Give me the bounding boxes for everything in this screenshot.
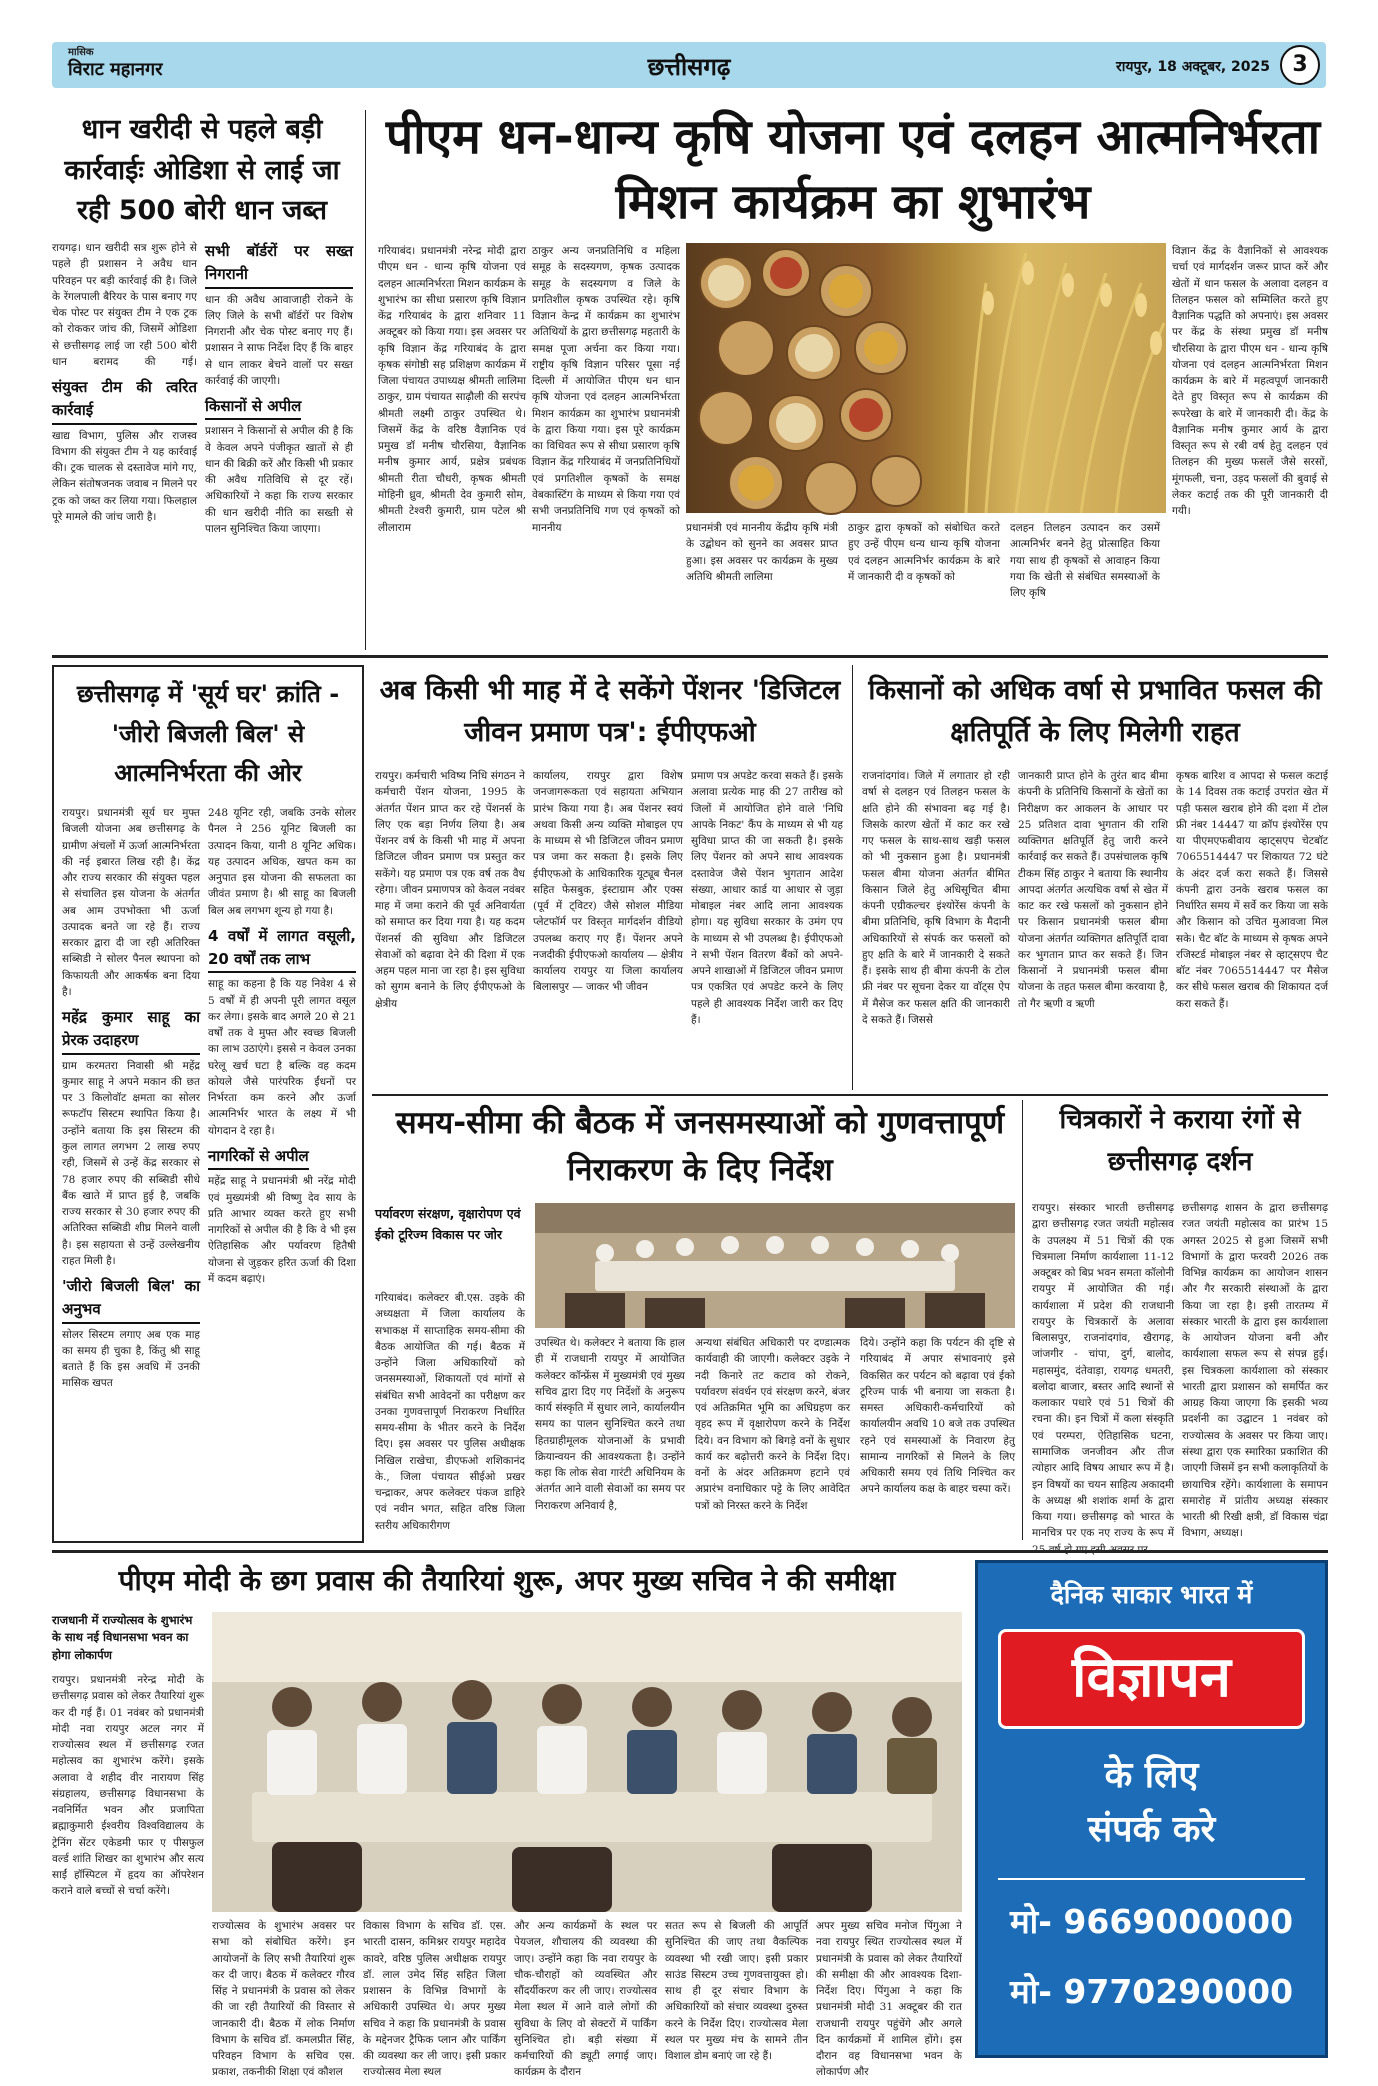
dhan-para-2: धान की अवैध आवाजाही रोकने के लिए जिले के सभी बॉर्डरों पर विशेष निगरानी और चेक पोस्ट बनाए गए हैं। प्रशासन ने साफ निर्देश दिए हैं कि बाहर से धान लाकर बेचने वालों पर सख्त कार्रवाई की जाएगी। bbox=[205, 293, 353, 387]
surya-subhead-1: महेंद्र कुमार साहू का प्रेरक उदाहरण bbox=[62, 1006, 200, 1055]
section-divider bbox=[52, 1550, 1328, 1553]
surya-subhead-4: नागरिकों से अपील bbox=[208, 1145, 309, 1170]
surya-para-1: रायपुर। प्रधानमंत्री सूर्य घर मुफ्त बिजली योजना अब छत्तीसगढ़ के ग्रामीण अंचलों में ऊर्जा आत्मनिर्भरता की नई इबारत लिख रही है। केंद्र और राज्य सरकार की संयुक्त पहल से संचालित इस योजना के अंतर्गत अब आम उपभोक्ता भी ऊर्जा उत्पादक बनते जा रहे हैं। राज्य सरकार द्वारा दी जा रही अतिरिक्त सब्सिडी ने सोलर पैनल स्थापना को किफायती और आकर्षक बना दिया है। bbox=[62, 807, 200, 998]
pension-column-1: रायपुर। कर्मचारी भविष्य निधि संगठन ने कर्मचारी पेंशन योजना, 1995 के अंतर्गत पेंशन प्राप्त कर रहे पेंशनर्स के लिए एक बड़ा निर्णय लिया है। अब पेंशनर वर्ष के किसी भी माह में अपना डिजिटल जीवन प्रमाण पत्र प्रस्तुत कर सकेंगे। यह प्रमाण पत्र एक वर्ष तक वैध रहेगा। जीवन प्रमाणपत्र को केवल नवंबर माह में जमा कराने की पूर्व अनिवार्यता को समाप्त कर दिया गया है। यह कदम पेंशनर्स की सुविधा और डिजिटल सेवाओं को बढ़ावा देने की दिशा में एक अहम पहल माना जा रहा है। इस सुविधा को सुगम बनाने के लिए ईपीएफओ के क्षेत्रीय bbox=[375, 770, 525, 1010]
kisan-column-3: कृषक बारिश व आपदा से फसल कटाई के 14 दिवस तक कटाई उपरांत खेत में पड़ी फसल खराब होने की दशा में टोल फ्री नंबर 14447 या क्रॉप इंश्योरेंस एप या पीएमएफबीवाय व्हाट्सएप चेटबॉट 7065514447 पर शिकायत 72 घंटे के अंदर दर्ज करा सकते हैं। जिससे कंपनी द्वारा उनके खराब फसल का निर्धारित समय में सर्वे कर किया जा सके और किसान को उचित मुआवजा मिल सके। चैट बॉट के माध्यम से कृषक अपने रजिस्टर्ड मोबाइल नंबर से व्हाट्सएप चैट बॉट नंबर 7065514447 पर मैसेज कर सीधे फसल खराब की शिकायत दर्ज करा सकते हैं। bbox=[1176, 770, 1328, 1010]
krishi-column-3: प्रधानमंत्री एवं माननीय केंद्रीय कृषि मंत्री के उद्बोधन को सुनने का अवसर प्राप्त हुआ। इस अवसर पर कार्यक्रम के मुख्य अतिथि श्रीमती लालिमा bbox=[686, 522, 838, 583]
masthead bbox=[52, 42, 1326, 88]
pension-headline: अब किसी भी माह में दे सकेंगे पेंशनर 'डिजिटल जीवन प्रमाण पत्र': ईपीएफओ bbox=[379, 675, 841, 748]
pravas-column-4: और अन्य कार्यक्रमों के स्थल पर पेयजल, शौचालय की व्यवस्था की जाए। उन्होंने कहा कि नवा रायपुर के चौक-चौराहों को व्यवस्थित और सौंदर्यीकरण कर ली जाए। राज्योत्सव मेला स्थल में आने वाले लोगों की सुविधा के लिए वो सेक्टरों में पार्किंग सुनिश्चित हो। बड़ी संख्या में कर्मचारियों की ड्यूटी लगाई जाए। कार्यक्रम के दौरान bbox=[514, 1920, 657, 2079]
ad-phone-1: मो- 9669000000 bbox=[1009, 1902, 1294, 1941]
dhan-column-1 bbox=[52, 240, 197, 650]
samay-seema-headline: समय-सीमा की बैठक में जनसमस्याओं को गुणवत्तापूर्ण निराकरण के दिए निर्देश bbox=[395, 1105, 1005, 1188]
chitrakar-headline: चित्रकारों ने कराया रंगों से छत्तीसगढ़ दर्शन bbox=[1059, 1105, 1301, 1177]
surya-para-1b: ग्राम करमतरा निवासी श्री महेंद्र कुमार साहू ने अपने मकान की छत पर 3 किलोवॉट क्षमता का सोलर रूफटॉप सिस्टम स्थापित किया है। उन्होंने बताया कि इस सिस्टम की कुल लागत लगभग 2 लाख रुपए रही, जिसमें से उन्हें केंद्र सरकार से 78 हजार रुपए की सब्सिडी सीधे बैंक खाते में प्राप्त हुई है, जबकि राज्य सरकार से 30 हजार रुपए की अतिरिक्त सब्सिडी शीघ्र मिलने वाली है। इस सहायता से उन्हें उल्लेखनीय राहत मिली है। bbox=[62, 1059, 200, 1267]
surya-subhead-2: 'जीरो बिजली बिल' का अनुभव bbox=[62, 1275, 200, 1324]
column-divider bbox=[1022, 1100, 1023, 1540]
meeting-illustration bbox=[535, 1203, 1015, 1328]
krishi-column-4: ठाकुर द्वारा कृषकों को संबोधित करते हुए उन्हें पीएम धन्य धान्य कृषि योजना एवं दलहन आत्मनिर्भर कार्यक्रम के बारे में जानकारी दी व कृषकों को bbox=[848, 522, 1000, 583]
review-meeting-illustration bbox=[212, 1612, 962, 1912]
surya-column-1 bbox=[62, 805, 200, 1537]
samay-column-1: गरियाबंद। कलेक्टर बी.एस. उइके की अध्यक्षता में जिला कार्यालय के सभाकक्ष में साप्ताहिक समय-सीमा की बैठक आयोजित की गई। बैठक में उन्होंने जिला अधिकारियों को जनसमस्याओं, शिकायतों एवं मांगों से संबंधित सभी आवेदनों का परीक्षण कर उनका गुणवत्तापूर्ण निराकरण निर्धारित समय-सीमा के भीतर करने के निर्देश दिए। इस अवसर पर पुलिस अधीक्षक निखिल राखेचा, डीएफओ शशिकानंद के., जिला पंचायत सीईओ प्रखर चन्द्राकर, अपर कलेक्टर पंकज डाहिरे एवं नवीन भगत, सहित वरिष्ठ जिला स्तरीय अधिकारीगण bbox=[375, 1292, 525, 1532]
krishi-column-1: गरियाबंद। प्रधानमंत्री नरेन्द्र मोदी द्वारा पीएम धन - धान्य कृषि योजना एवं दलहन आत्मनिर्भरता मिशन कार्यक्रम के शुभारंभ का सीधा प्रसारण कृषि विज्ञान केंद्र गरियाबंद के द्वारा शनिवार 11 अक्टूबर को किया गया। इस अवसर पर कृषि विज्ञान केंद्र गरियाबंद के द्वारा कृषक संगोष्ठी सह प्रशिक्षण कार्यक्रम में जिला पंचायत उपाध्यक्ष श्रीमती लालिमा ठाकुर, ग्राम पंचायत साढ़ौली की सरपंच श्रीमती लक्ष्मी ठाकुर उपस्थित थे। जिसमें केंद्र के वरिष्ठ वैज्ञानिक एवं प्रमुख डॉ मनीष चौरसिया, वैज्ञानिक मनीष कुमार आर्य, प्रक्षेत्र प्रबंधक श्रीमती रीता चौधरी, कृषक श्रीमती मोहिनी ध्रुव, श्रीमती देव कुमारी सोम, श्रीमती टेश्वरी कुमारी, ग्राम पटेल श्री लीलाराम bbox=[378, 245, 526, 534]
dhan-subhead-1: संयुक्त टीम की त्वरित कार्रवाई bbox=[52, 376, 197, 425]
pravas-kicker: राजधानी में राज्योत्सव के शुभारंभ के साथ नई विधानसभा भवन का होगा लोकार्पण bbox=[52, 1613, 193, 1662]
surya-para-1c: सोलर सिस्टम लगाए अब एक माह का समय ही चुका है, किंतु श्री साहू बताते हैं कि इस अवधि में उनकी मासिक खपत bbox=[62, 1328, 200, 1390]
samay-sidebar-head: पर्यावरण संरक्षण, वृक्षारोपण एवं ईको टूरिज्म विकास पर जोर bbox=[375, 1206, 521, 1243]
frequency-label: मासिक bbox=[68, 47, 94, 58]
advertisement bbox=[975, 1560, 1328, 2058]
kisan-rahat-headline: किसानों को अधिक वर्षा से प्रभावित फसल की क्षतिपूर्ति के लिए मिलेगी राहत bbox=[868, 675, 1322, 748]
section-divider bbox=[52, 655, 1328, 658]
section-divider bbox=[372, 1094, 1328, 1096]
ad-line-3: संपर्क करे bbox=[1087, 1809, 1216, 1850]
grains-paddy-photo bbox=[686, 243, 1166, 513]
page-number: 3 bbox=[1280, 45, 1320, 85]
samay-column-4: दिये। उन्होंने कहा कि पर्यटन की दृष्टि से गरियाबंद में अपार संभावनाएं इसे विकसित कर पर्यटन को बढ़ावा एवं ईको टूरिज्म पार्क भी बनाया जा सकता है। समस्त अधिकारी-कर्मचारियों को कार्यालयीन अवधि 10 बजे तक उपस्थित रहने एवं समस्याओं के निवारण हेतु सामान्य नागरिकों से मिलने के लिए अधिकारी समय एवं तिथि निश्चित कर अपने कार्यालय कक्ष के बाहर चस्पा करें। bbox=[860, 1337, 1015, 1496]
dhan-column-2 bbox=[205, 240, 353, 650]
pension-column-3: प्रमाण पत्र अपडेट करवा सकते हैं। इसके अलावा प्रत्येक माह की 27 तारीख को जिलों में आयोजित होने वाले 'निधि आपके निकट' कैंप के माध्यम से भी यह सुविधा प्राप्त की जा सकती है। इसके लिए पेंशनर को अपने साथ आवश्यक दस्तावेज जैसे पेंशन भुगतान आदेश संख्या, आधार कार्ड या आधार से जुड़ा मोबाइल नंबर आदि लाना आवश्यक होगा। यह सुविधा सरकार के उमंग एप के माध्यम से भी उपलब्ध है। ईपीएफओ ने सभी पेंशन वितरण बैंकों को अपने-अपने शाखाओं में डिजिटल जीवन प्रमाण पत्र एकत्रित एवं अपडेट करने के लिए पहले ही आवश्यक निर्देश जारी कर दिए हैं। bbox=[691, 770, 843, 1026]
kisan-column-2: जानकारी प्राप्त होने के तुरंत बाद बीमा कंपनी के प्रतिनिधि किसानों के खेतों का निरीक्षण कर आकलन के आधार पर 25 प्रतिशत दावा भुगतान की राशि व्यक्तिगत क्षतिपूर्ति हेतु जारी करने कार्रवाई कर सकते हैं। उपसंचालक कृषि टीकम सिंह ठाकुर ने बताया कि स्थानीय आपदा अंतर्गत अत्यधिक वर्षा से खेत में काट कर रखे फसलों को नुकसान होने पर किसान प्रधानमंत्री फसल बीमा योजना अंतर्गत व्यक्तिगत क्षतिपूर्ति दावा कर भुगतान प्राप्त कर सकते हैं। जिन किसानों ने प्रधानमंत्री फसल बीमा योजना के तहत फसल बीमा करवाया है, तो गैर ऋणी व ऋणी bbox=[1018, 770, 1168, 1010]
pravas-column-3: विकास विभाग के सचिव डॉ. एस. भारती दासन, कमिश्नर रायपुर महादेव कावरे, वरिष्ठ पुलिस अधीक्षक रायपुर डॉ. लाल उमेद सिंह सहित जिला प्रशासन के विभिन्न विभागों के अधिकारी उपस्थित थे। अपर मुख्य सचिव ने कहा कि प्रधानमंत्री के प्रवास के मद्देनजर ट्रैफिक प्लान और पार्किंग की व्यवस्था कर ली जाए। इसी प्रकार राज्योत्सव मेला स्थल bbox=[363, 1920, 506, 2079]
dhan-subhead-3: किसानों से अपील bbox=[205, 395, 301, 420]
pravas-column-5: सतत रूप से बिजली की आपूर्ति सुनिश्चित की जाए तथा वैकल्पिक व्यवस्था भी रखी जाए। इसी प्रकार साउंड सिस्टम उच्च गुणवत्तायुक्त हो। साथ ही दूर संचार विभाग के अधिकारियों को संचार व्यवस्था दुरुस्त करने के निर्देश दिए। राज्योत्सव मेला स्थल पर मुख्य मंच के सामने तीन विशाल डोम बनाएं जा रहे हैं। bbox=[665, 1920, 808, 2063]
pravas-para-1: रायपुर। प्रधानमंत्री नरेन्द्र मोदी के छत्तीसगढ़ प्रवास को लेकर तैयारियां शुरू कर दी गई हैं। 01 नवंबर को प्रधानमंत्री मोदी नवा रायपुर अटल नगर में राज्योत्सव स्थल में छत्तीसगढ़ रजत महोत्सव का शुभारंभ करेंगे। इसके अलावा वे शहीद वीर नारायण सिंह संग्रहालय, छत्तीसगढ़ विधानसभा के नवनिर्मित भवन और प्रजापिता ब्रह्माकुमारी ईश्वरीय विश्वविद्यालय के ट्रेनिंग सेंटर एकेडमी फार ए पीसफुल वर्ल्ड शांति शिखर का शुभारंभ और सत्य साईं हॉस्पिटल में हृदय का ऑपरेशन कराने वाले बच्चों से चर्चा करेंगे। bbox=[52, 1674, 204, 1898]
section-title: छत्तीसगढ़ bbox=[647, 53, 731, 81]
dhan-para-3: प्रशासन ने किसानों से अपील की है कि वे केवल अपने पंजीकृत खातों से ही धान की बिक्री करें और किसी भी प्रकार की अवैध गतिविधि से दूर रहें। अधिकारियों ने कहा कि राज्य सरकार की धान खरीदी नीति का सख्ती से पालन सुनिश्चित किया जाएगा। bbox=[205, 425, 353, 535]
surya-ghar-headline: छत्तीसगढ़ में 'सूर्य घर' क्रांति - 'जीरो बिजली बिल' से आत्मनिर्भरता की ओर bbox=[76, 680, 340, 788]
review-meeting-photo bbox=[212, 1612, 962, 1912]
surya-column-2 bbox=[208, 805, 356, 1537]
dhan-intro: रायगढ़। धान खरीदी सत्र शुरू होने से पहले ही प्रशासन ने अवैध धान परिवहन पर बड़ी कार्रवाई की है। जिले के रेंगलपाली बैरियर के पास बनाए गए चेक पोस्ट पर संयुक्त टीम ने एक ट्रक को रोककर जांच की, जिसमें ओडिशा से छत्तीसगढ़ लाई जा रही 500 बोरी धान बरामद की गई। bbox=[52, 242, 197, 368]
ad-phone-2: मो- 9770290000 bbox=[1009, 1972, 1294, 2011]
pravas-para-1b: अपर मुख्य सचिव मनोज पिंगुआ ने नवा रायपुर स्थित राज्योत्सव स्थल में प्रधानमंत्री के प्रवास को लेकर तैयारियों की समीक्षा की और आवश्यक दिशा-निर्देश दिए। पिंगुआ ने कहा कि प्रधानमंत्री मोदी 31 अक्टूबर की रात राजधानी रायपुर पहुंचेंगे और अगले दिन कार्यक्रमों में शामिल होंगे। इस दौरान वह विधानसभा भवन के लोकार्पण और bbox=[816, 1920, 962, 2079]
pension-column-2: कार्यालय, रायपुर द्वारा विशेष जनजागरूकता एवं सहायता अभियान प्रारंभ किया गया है। अब पेंशनर स्वयं अथवा किसी अन्य व्यक्ति मोबाइल एप के माध्यम से भी डिजिटल जीवन प्रमाण पत्र जमा कर सकता है। इसके लिए ईपीएफओ के आधिकारिक यूट्यूब चैनल सहित फेसबुक, इंस्टाग्राम और एक्स (पूर्व में ट्विटर) जैसे सोशल मीडिया प्लेटफॉर्म पर विस्तृत मार्गदर्शन वीडियो उपलब्ध कराए गए हैं। पेंशनर अपने नजदीकी ईपीएफओ कार्यालय — क्षेत्रीय कार्यालय रायपुर या जिला कार्यालय बिलासपुर — जाकर भी जीवन bbox=[533, 770, 683, 994]
pravas-column-1 bbox=[52, 1672, 204, 2057]
kisan-column-1: राजनांदगांव। जिले में लगातार हो रही वर्षा से दलहन एवं तिलहन फसल के क्षति होने की संभावना बढ़ गई है। जिसके कारण खेतों में काट कर रखे गए फसल के साथ-साथ खड़ी फसल को भी नुकसान हुआ है। प्रधानमंत्री फसल बीमा योजना अंतर्गत बीमित किसान जिले हेतु अधिसूचित बीमा कंपनी एग्रीकल्चर इंश्योरेंस कंपनी के बीमा प्रतिनिधि, कृषि विभाग के मैदानी अधिकारियों से संपर्क कर फसलों को हुए क्षति के बारे में जानकारी दे सकते हैं। इसके साथ ही बीमा कंपनी के टोल फ्री नंबर पर सूचना देकर या वॉट्स ऐप में मैसेज कर फसल क्षति की जानकारी दे सकते हैं। जिससे bbox=[862, 770, 1010, 1026]
column-divider bbox=[852, 665, 853, 1090]
surya-para-2c: महेंद्र साहू ने प्रधानमंत्री श्री नरेंद्र मोदी एवं मुख्यमंत्री श्री विष्णु देव साय के प्रति आभार व्यक्त करते हुए सभी नागरिकों से अपील की है कि वे भी इस ऐतिहासिक और पर्यावरण हितैषी योजना से जुड़कर हरित ऊर्जा की दिशा में कदम बढ़ाएं। bbox=[208, 1175, 356, 1285]
krishi-column-5: दलहन तिलहन उत्पादन कर उसमें आत्मनिर्भर बनने हेतु प्रोत्साहित किया गया साथ ही कृषकों से आवाहन किया गया कि खेती से संबंधित समस्याओं के लिए कृषि bbox=[1010, 522, 1160, 600]
krishi-column-2: ठाकुर अन्य जनप्रतिनिधि व महिला समूह के सदस्यगण, कृषक उत्पादक समूह के सदस्यगण व जिले के प्रगतिशील कृषक उपस्थित रहे। कृषि विज्ञान केन्द्र में कार्यक्रम का शुभारंभ अतिथियों के द्वारा छत्तीसगढ़ महतारी के समक्ष पूजा अर्चना कर किया गया। राष्ट्रीय कृषि विज्ञान परिसर पूसा नई दिल्ली में आयोजित पीएम धन धान कृषि योजना एवं दलहन आत्मनिर्भरता मिशन कार्यक्रम का शुभारंभ प्रधानमंत्री के द्वारा किया गया। इस पूरे कार्यक्रम का विधिवत रूप से सीधा प्रसारण कृषि विज्ञान केंद्र गरियाबंद में जनप्रतिनिधियों एवं प्रगतिशील कृषकों के समक्ष वेबकास्टिंग के माध्यम से किया गया एवं सभी जनप्रतिनिधि गण एवं कृषकों को माननीय bbox=[532, 245, 680, 534]
ad-big-word: विज्ञापन bbox=[1072, 1645, 1231, 1710]
samay-column-3: अन्यथा संबंधित अधिकारी पर दण्डात्मक कार्यवाही की जाएगी। कलेक्टर उइके ने नदी किनारे तट कटाव को रोकने, पर्यावरण संवर्धन एवं संरक्षण करने, बंजर एवं अतिक्रमित भूमि का अधिग्रहण कर वृहद रूप में वृक्षारोपण करने के निर्देश दिये। वन विभाग को बिगड़े वनों के सुधार कार्य कर बढ़ोत्तरी करने के निर्देश दिए। वनों के अंदर अतिक्रमण हटाने एवं अप्रारंभ वनाधिकार पट्टे के लिए आवेदित पत्रों को निरस्त करने के निर्देश bbox=[695, 1337, 850, 1512]
chitrakar-column-1: रायपुर। संस्कार भारती छत्तीसगढ़ द्वारा छत्तीसगढ़ रजत जयंती महोत्सव के उपलक्ष्य में 51 चित्रों की एक चित्रमाला निर्माण कार्यशाला 11-12 अक्टूबर को बिप्र भवन समता कॉलोनी रायपुर में आयोजित की गई। कार्यशाला में प्रदेश की राजधानी रायपुर के चित्रकारों के अलावा बिलासपुर, राजनांदगांव, खैरागढ़, जांजगीर - चांपा, दुर्ग, बालोद, महासमुंद, दंतेवाड़ा, रायगढ़ धमतरी, बलोदा बाजार, बस्तर आदि स्थानों से कलाकार पधारे एवं 51 चित्रों की रचना की। इन चित्रों में कला संस्कृति एवं परम्परा, ऐतिहासिक घटना, सामाजिक जनजीवन और तीज त्योहार आदि विषय आधार रूप में है। इन विषयों का चयन साहित्य अकादमी के अध्यक्ष श्री शशांक शर्मा के द्वारा किया गया। छत्तीसगढ़ को भारत के मानचित्र पर एक नए राज्य के रूप में bbox=[1032, 1202, 1174, 1540]
surya-subhead-3: 4 वर्षों में लागत वसूली, 20 वर्षों तक लाभ bbox=[208, 925, 356, 974]
column-divider bbox=[365, 110, 366, 650]
ad-line-1: दैनिक साकार भारत में bbox=[1050, 1580, 1253, 1609]
ad-divider bbox=[998, 1878, 1305, 1880]
pravas-column-2: राज्योत्सव के शुभारंभ अवसर पर सभा को संबोधित करेंगे। इन आयोजनों के लिए सभी तैयारियां शुरू कर दी जाए। बैठक में कलेक्टर गौरव सिंह ने प्रधानमंत्री के प्रवास को लेकर की जा रही तैयारियों की विस्तार से जानकारी दी। बैठक में लोक निर्माण विभाग के सचिव डॉ. कमलप्रीत सिंह, परिवहन विभाग के सचिव एस. प्रकाश, तकनीकी शिक्षा एवं कौशल bbox=[212, 1920, 355, 2079]
dateline: रायपुर, 18 अक्टूबर, 2025 bbox=[1116, 59, 1270, 75]
dhan-headline: धान खरीदी से पहले बड़ी कार्रवाईः ओडिशा से लाई जा रही 500 बोरी धान जब्त bbox=[64, 114, 340, 226]
surya-para-2: 248 यूनिट रही, जबकि उनके सोलर पैनल ने 256 यूनिट बिजली का उत्पादन किया, यानी 8 यूनिट अधिक। यह उत्पादन अधिक, खपत कम का अनुपात इस योजना की सफलता का जीवंत प्रमाण है। श्री साहू का बिजली बिल अब लगभग शून्य हो गया है। bbox=[208, 807, 356, 917]
surya-para-2b: साहू का कहना है कि यह निवेश 4 से 5 वर्षों में ही अपनी पूरी लागत वसूल कर लेगा। इसके बाद अगले 20 से 21 वर्षों तक वे मुफ्त और स्वच्छ बिजली का लाभ उठाएंगे। इससे न केवल उनका घरेलू खर्च घटा है बल्कि वह कदम कोयले जैसे पारंपरिक ईंधनों पर निर्भरता कम करने और ऊर्जा आत्मनिर्भर भारत के लक्ष्य में भी योगदान दे रहा है। bbox=[208, 978, 356, 1137]
krishi-headline: पीएम धन-धान्य कृषि योजना एवं दलहन आत्मनिर्भरता मिशन कार्यक्रम का शुभारंभ bbox=[385, 109, 1321, 230]
pravas-column-6 bbox=[816, 1918, 962, 2079]
ad-banner bbox=[998, 1629, 1305, 1729]
krishi-column-6: विज्ञान केंद्र के वैज्ञानिकों से आवश्यक चर्चा एवं मार्गदर्शन जरूर प्राप्त करें और खेतों में धान फसल के अलावा दलहन व तिलहन फसल को सम्मिलित करते हुए वैज्ञानिक पद्धति को अपनाएं। इस अवसर पर केंद्र के संस्था प्रमुख डॉ मनीष चौरसिया के द्वारा पीएम धन - धान्य कृषि योजना एवं दलहन आत्मनिर्भरता मिशन कार्यक्रम के बारे में महत्वपूर्ण जानकारी देते हुए विस्तृत रूप से कार्यक्रम की रूपरेखा के बारे में जानकारी दी। केंद्र के वैज्ञानिक मनीष कुमार आर्य के द्वारा विस्तृत रूप से रबी वर्ष हेतु दलहन एवं तिलहन की मुख्य फसलें जैसे सरसों, मूंगफली, चना, उड़द फसलों की बुवाई से लेकर कटाई तक की पूरी जानकारी दी गयी। bbox=[1172, 245, 1328, 518]
pravas-headline: पीएम मोदी के छग प्रवास की तैयारियां शुरू, अपर मुख्य सचिव ने की समीक्षा bbox=[118, 1564, 896, 1597]
grains-illustration bbox=[686, 243, 1166, 513]
dhan-para-1: खाद्य विभाग, पुलिस और राजस्व विभाग की संयुक्त टीम ने यह कार्रवाई की। ट्रक चालक से दस्तावेज मांगे गए, लेकिन संतोषजनक जवाब न मिलने पर ट्रक को जब्त कर लिया गया। फिलहाल पूरे मामले की जांच जारी है। bbox=[52, 429, 197, 523]
ad-line-2: के लिए bbox=[1104, 1755, 1199, 1796]
meeting-photo bbox=[535, 1203, 1015, 1328]
samay-column-2: उपस्थित थे। कलेक्टर ने बताया कि हाल ही में राजधानी रायपुर में आयोजित कलेक्टर कॉन्फ्रेंस में मुख्यमंत्री एवं मुख्य सचिव द्वारा दिए गए निर्देशों के अनुरूप कार्य संस्कृति में सुधार लाने, कार्यालयीन समय का पालन सुनिश्चित करने तथा हितग्राहीमूलक योजनाओं के प्रभावी क्रियान्वयन की आवश्यकता है। उन्होंने कहा कि लोक सेवा गारंटी अधिनियम के अंतर्गत आने वाली सेवाओं का समय पर निराकरण अनिवार्य है, bbox=[535, 1337, 685, 1512]
dhan-subhead-2: सभी बॉर्डरों पर सख्त निगरानी bbox=[205, 240, 353, 289]
chitrakar-column-2: छत्तीसगढ़ शासन के द्वारा छत्तीसगढ़ रजत जयंती महोत्सव का प्रारंभ 15 अगस्त 2025 से हुआ जिसमें सभी विभागों के द्वारा फरवरी 2026 तक विभिन्न कार्यक्रम का आयोजन शासन और गैर सरकारी संस्थाओं के द्वारा किया जा रहा है। इसी तारतम्य में संस्कार भारती के द्वारा इस कार्यशाला के आयोजन योजना बनी और कार्यशाला सफल रूप से संपन्न हुई। इस चित्रकला कार्यशाला को संस्कार भारती द्वारा प्रशासन को समर्पित कर आग्रह किया जाएगा कि इसकी भव्य प्रदर्शनी का उद्घाटन 1 नवंबर को राज्योत्सव के अवसर पर किया जाए। संस्था द्वारा एक स्मारिका प्रकाशित की जाएगी जिसमें इन सभी कलाकृतियों के छायाचित्र रहेंगे। कार्यशाला के समापन समारोह में प्रांतीय अध्यक्ष संस्कार भारती श्री रिखी क्षत्री, डॉ विकास चंद्रा विभाग, अध्यक्ष। bbox=[1182, 1202, 1328, 1540]
paper-name: विराट महानगर bbox=[68, 59, 163, 80]
